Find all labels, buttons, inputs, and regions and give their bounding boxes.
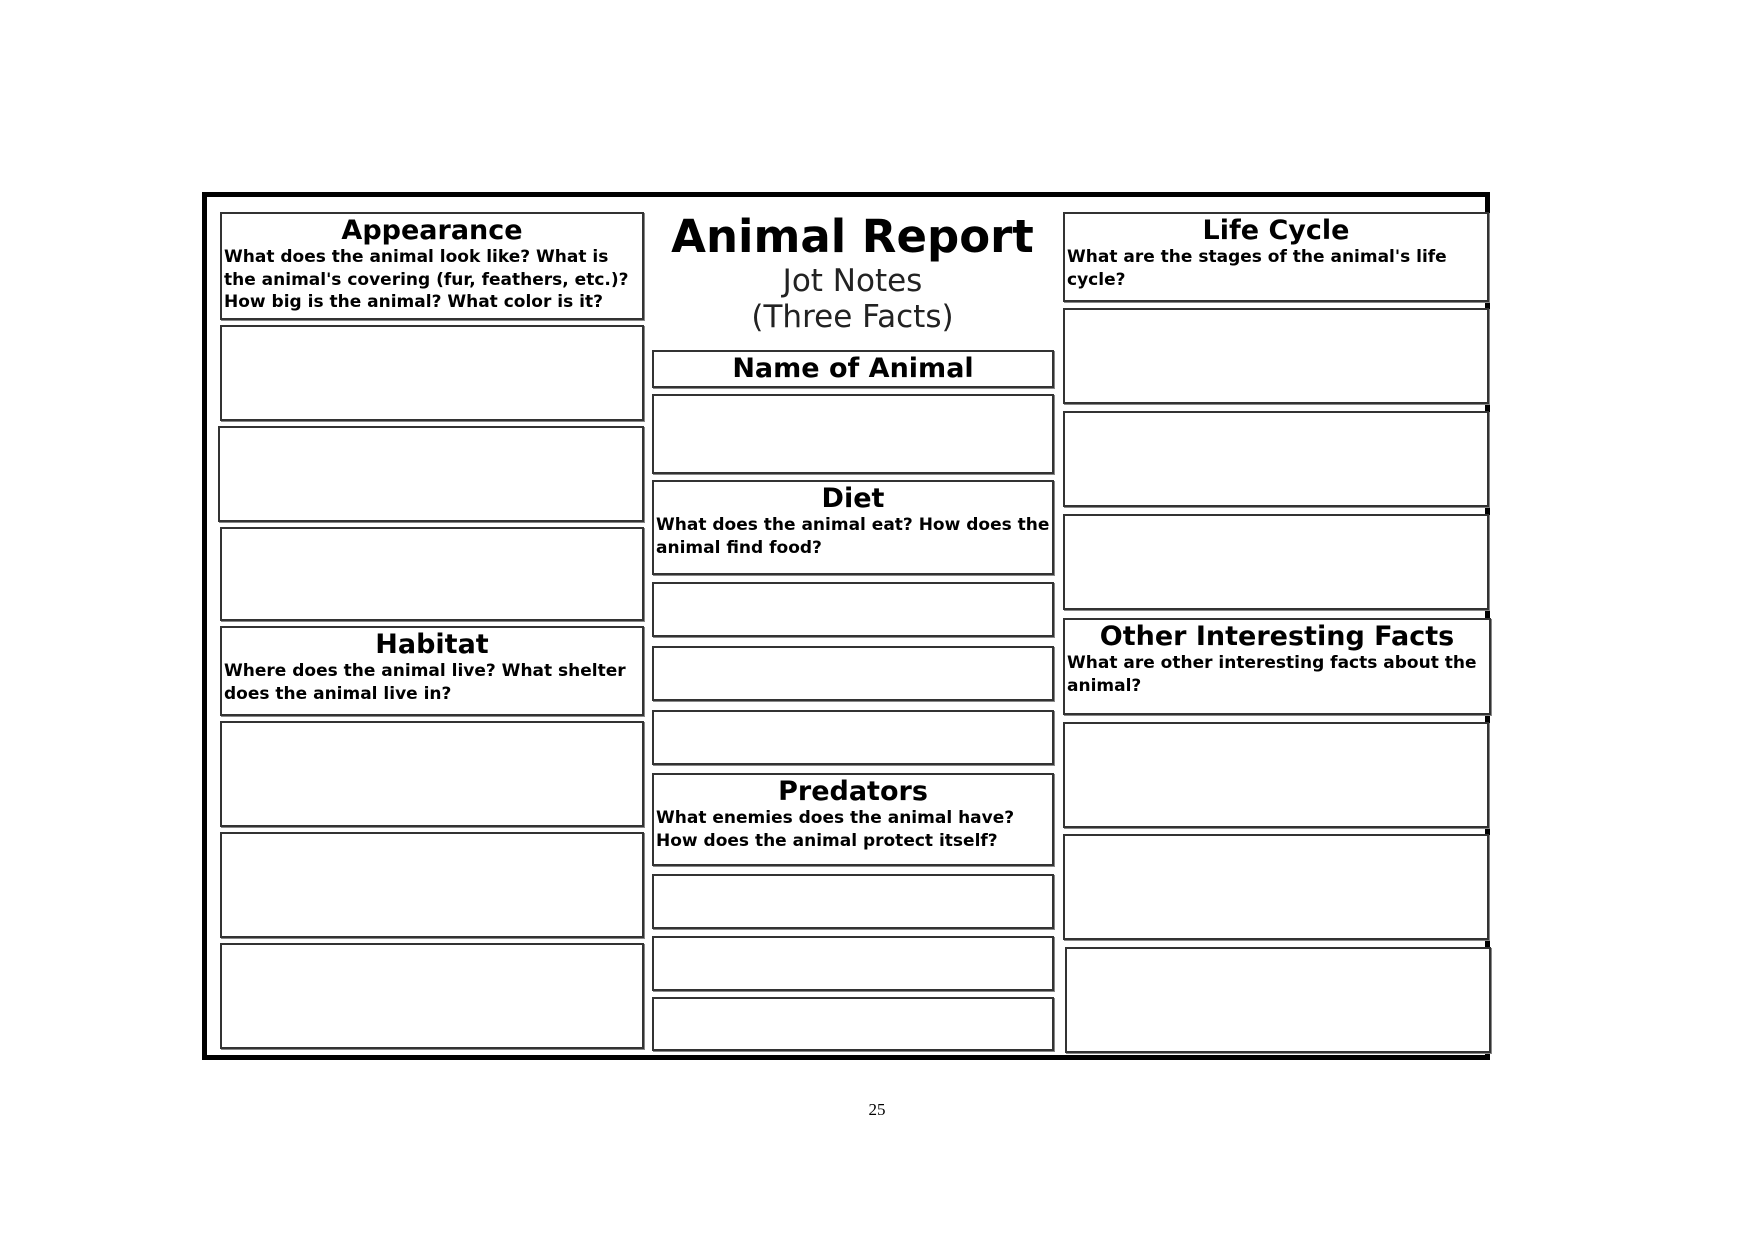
life-cycle-question: What are the stages of the animal's life cycle?	[1067, 247, 1447, 290]
habitat-title: Habitat	[375, 629, 489, 660]
diet-fact-2[interactable]	[652, 646, 1054, 701]
other-facts-2[interactable]	[1063, 834, 1489, 940]
habitat-fact-1[interactable]	[220, 721, 644, 827]
appearance-title: Appearance	[341, 215, 523, 246]
report-heading	[650, 197, 1055, 347]
appearance-question: What does the animal look like? What is the animal's covering (fur, feathers, etc.)? How big is the animal? What color is it?	[224, 247, 629, 312]
habitat-fact-2[interactable]	[220, 832, 644, 938]
life-cycle-fact-1[interactable]	[1063, 308, 1489, 404]
predators-fact-3[interactable]	[652, 997, 1054, 1051]
name-of-animal-text: Name of Animal	[732, 353, 974, 384]
other-facts-header	[1063, 618, 1491, 715]
appearance-fact-3[interactable]	[220, 527, 644, 621]
report-subtitle-three-facts: (Three Facts)	[751, 299, 954, 335]
life-cycle-fact-2[interactable]	[1063, 411, 1489, 507]
name-of-animal-field[interactable]	[652, 394, 1054, 474]
other-facts-3[interactable]	[1065, 947, 1491, 1053]
other-facts-title: Other Interesting Facts	[1099, 621, 1455, 652]
predators-fact-2[interactable]	[652, 936, 1054, 991]
predators-title: Predators	[778, 776, 928, 807]
predators-question: What enemies does the animal have? How does the animal protect itself?	[656, 808, 1015, 851]
report-title: Animal Report	[671, 210, 1034, 263]
life-cycle-fact-3[interactable]	[1063, 514, 1489, 610]
other-facts-1[interactable]	[1063, 722, 1489, 828]
report-subtitle-jot-notes: Jot Notes	[782, 263, 923, 299]
habitat-header	[220, 626, 644, 716]
diet-header	[652, 480, 1054, 575]
life-cycle-header	[1063, 212, 1489, 302]
diet-title: Diet	[821, 483, 885, 514]
predators-fact-1[interactable]	[652, 874, 1054, 929]
life-cycle-title: Life Cycle	[1202, 215, 1350, 246]
worksheet-frame	[202, 192, 1490, 1060]
diet-question: What does the animal eat? How does the animal find food?	[656, 515, 1050, 558]
habitat-question: Where does the animal live? What shelter does the animal live in?	[224, 661, 626, 704]
predators-header	[652, 773, 1054, 866]
habitat-fact-3[interactable]	[220, 943, 644, 1049]
other-facts-question: What are other interesting facts about the animal?	[1067, 653, 1477, 696]
appearance-fact-1[interactable]	[220, 325, 644, 421]
appearance-header	[220, 212, 644, 320]
name-of-animal-label	[652, 350, 1054, 388]
page-number: 25	[868, 1100, 886, 1119]
diet-fact-3[interactable]	[652, 710, 1054, 765]
diet-fact-1[interactable]	[652, 582, 1054, 637]
appearance-fact-2[interactable]	[218, 426, 644, 522]
